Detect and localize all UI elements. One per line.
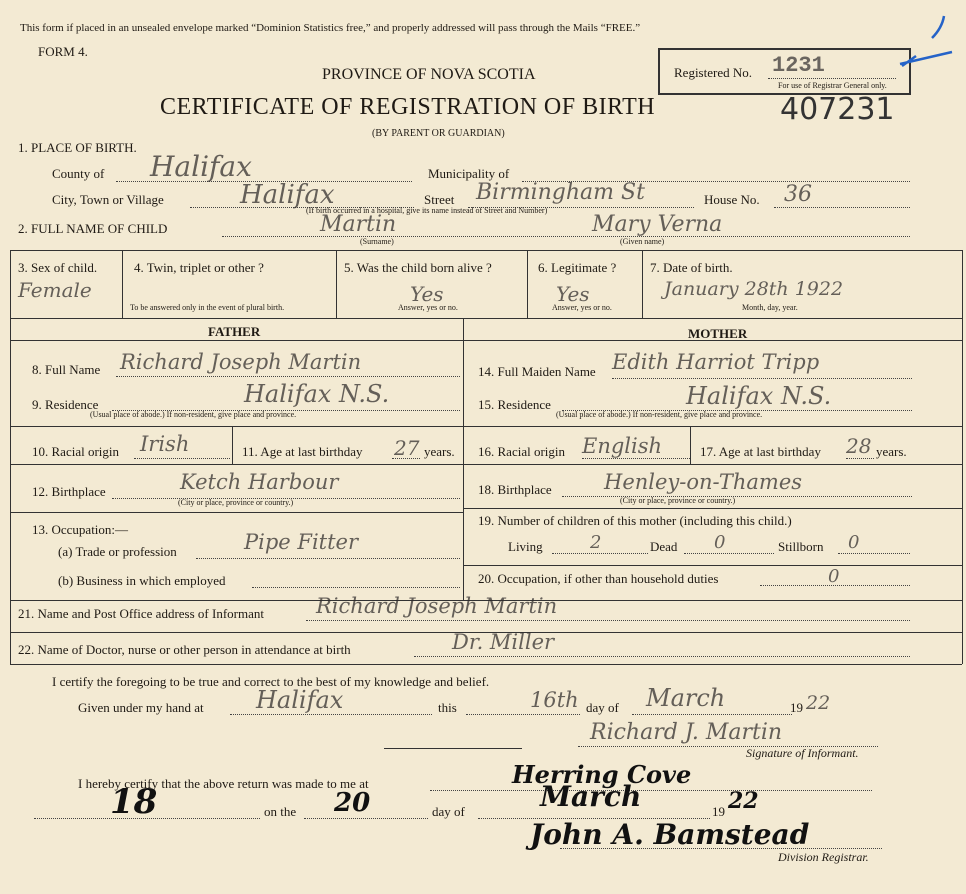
mother-occupation-label: 20. Occupation, if other than household duties <box>478 571 719 586</box>
mother-residence-label: 15. Residence <box>478 397 551 412</box>
father-residence-label: 9. Residence <box>32 397 99 412</box>
father-birthplace-note: (City or place, province or country.) <box>178 498 294 507</box>
mail-note: This form if placed in an unsealed envelope marked “Dominion Statistics free,” and properly addressed will pass through the Mails “FREE.” <box>20 22 641 34</box>
mother-occupation-value: 0 <box>828 566 840 587</box>
twin-label: 4. Twin, triplet or other ? <box>134 260 264 275</box>
given-year-value: 22 <box>806 692 831 714</box>
mother-racial-value: English <box>582 434 663 458</box>
born-alive-note: Answer, yes or no. <box>398 303 458 312</box>
mother-heading: MOTHER <box>688 326 748 341</box>
registrar-year-prefix: 19 <box>712 804 725 819</box>
section-place-of-birth: 1. PLACE OF BIRTH. <box>18 140 137 155</box>
dead-value: 0 <box>714 532 726 553</box>
mother-years-label: years. <box>876 444 907 459</box>
born-alive-label: 5. Was the child born alive ? <box>344 260 492 275</box>
mother-residence-note: (Usual place of abode.) If non-resident, give place and province. <box>556 410 763 419</box>
registrar-use-note: For use of Registrar General only. <box>778 81 887 90</box>
day-of-label: day of <box>586 700 619 715</box>
this-label: this <box>438 700 457 715</box>
born-alive-value: Yes <box>410 282 444 306</box>
mother-name-value: Edith Harriot Tripp <box>612 350 820 374</box>
city-value: Halifax <box>240 180 335 210</box>
hospital-note: (If birth occurred in a hospital, give its name instead of Street and Number) <box>306 206 548 215</box>
registered-number-box <box>658 48 911 95</box>
child-given-name: Mary Verna <box>592 212 723 237</box>
registrar-day-value: 20 <box>334 788 371 818</box>
date-of-birth-label: 7. Date of birth. <box>650 260 733 275</box>
mother-birthplace-value: Henley-on-Thames <box>604 470 803 494</box>
given-name-note: (Given name) <box>620 237 665 246</box>
stillborn-label: Stillborn <box>778 539 824 554</box>
father-name-value: Richard Joseph Martin <box>120 350 362 374</box>
informant-label: 21. Name and Post Office address of Informant <box>18 606 264 621</box>
street-label: Street <box>424 192 455 207</box>
municipality-label: Municipality of <box>428 166 510 181</box>
informant-value: Richard Joseph Martin <box>316 594 558 618</box>
registrar-signature: John A. Bamstead <box>530 818 810 851</box>
father-business-label: (b) Business in which employed <box>58 573 226 588</box>
given-year-prefix: 19 <box>790 700 803 715</box>
living-value: 2 <box>590 532 602 553</box>
father-racial-label: 10. Racial origin <box>32 444 120 459</box>
registrar-place-value: Herring Cove <box>512 760 692 789</box>
twin-note: To be answered only in the event of plural birth. <box>130 303 285 312</box>
county-value: Halifax <box>150 150 252 183</box>
informant-signature: Richard J. Martin <box>590 720 783 745</box>
legitimate-label: 6. Legitimate ? <box>538 260 617 275</box>
father-birthplace-label: 12. Birthplace <box>32 484 106 499</box>
doctor-label: 22. Name of Doctor, nurse or other person in attendance at birth <box>18 642 351 657</box>
given-day-value: 16th <box>530 688 579 712</box>
subtitle: (BY PARENT OR GUARDIAN) <box>372 128 505 139</box>
mother-racial-label: 16. Racial origin <box>478 444 566 459</box>
city-label: City, Town or Village <box>52 192 164 207</box>
on-the-label: on the <box>264 804 297 819</box>
date-of-birth-note: Month, day, year. <box>742 303 798 312</box>
province-heading: PROVINCE OF NOVA SCOTIA <box>322 66 536 83</box>
page-title: CERTIFICATE OF REGISTRATION OF BIRTH <box>160 94 656 120</box>
registrar-month-value: March <box>540 780 642 813</box>
child-surname: Martin <box>320 212 397 237</box>
mother-age-value: 28 <box>846 434 872 458</box>
house-number-label: House No. <box>704 192 760 207</box>
father-occupation-label: 13. Occupation:— <box>32 522 129 537</box>
registrar-signature-label: Division Registrar. <box>778 850 869 864</box>
street-value: Birmingham St <box>476 180 645 205</box>
mother-children-label: 19. Number of children of this mother (including this child.) <box>478 513 792 528</box>
father-birthplace-value: Ketch Harbour <box>180 470 339 494</box>
father-years-label: years. <box>424 444 455 459</box>
father-heading: FATHER <box>208 324 261 339</box>
sex-label: 3. Sex of child. <box>18 260 98 275</box>
mother-age-label: 17. Age at last birthday <box>700 444 821 459</box>
dead-label: Dead <box>650 539 678 554</box>
mother-birthplace-note: (City or place, province or country.) <box>620 496 736 505</box>
father-residence-value: Halifax N.S. <box>244 380 390 408</box>
child-name-label: 2. FULL NAME OF CHILD <box>18 221 168 236</box>
father-racial-value: Irish <box>140 432 190 456</box>
legitimate-note: Answer, yes or no. <box>552 303 612 312</box>
father-residence-note: (Usual place of abode.) If non-resident, give place and province. <box>90 410 297 419</box>
mother-name-label: 14. Full Maiden Name <box>478 364 596 379</box>
house-number-value: 36 <box>784 182 812 207</box>
given-month-value: March <box>646 684 726 712</box>
registrar-number-value: 18 <box>110 782 158 822</box>
form-number: FORM 4. <box>38 44 88 59</box>
registered-label: Registered No. <box>674 65 752 80</box>
father-trade-value: Pipe Fitter <box>244 530 359 554</box>
date-of-birth-value: January 28th 1922 <box>664 278 844 300</box>
registered-value: 1231 <box>772 53 825 78</box>
registrar-year-value: 22 <box>728 788 759 814</box>
certify-statement: I certify the foregoing to be true and correct to the best of my knowledge and belief. <box>52 674 490 689</box>
sex-value: Female <box>18 278 92 302</box>
father-age-value: 27 <box>394 436 420 460</box>
registrar-statement: I hereby certify that the above return was made to me at <box>78 776 369 791</box>
stillborn-value: 0 <box>848 532 860 553</box>
stamp-number: 407231 <box>780 92 895 127</box>
living-label: Living <box>508 539 543 554</box>
legitimate-value: Yes <box>556 282 590 306</box>
registrar-day-of-label: day of <box>432 804 465 819</box>
blue-check-mark <box>896 14 956 74</box>
mother-residence-value: Halifax N.S. <box>686 382 832 410</box>
doctor-value: Dr. Miller <box>452 630 555 654</box>
county-label: County of <box>52 166 105 181</box>
informant-signature-label: Signature of Informant. <box>746 746 859 760</box>
surname-note: (Surname) <box>360 237 394 246</box>
given-under-label: Given under my hand at <box>78 700 204 715</box>
mother-birthplace-label: 18. Birthplace <box>478 482 552 497</box>
father-trade-label: (a) Trade or profession <box>58 544 177 559</box>
father-name-label: 8. Full Name <box>32 362 101 377</box>
given-place-value: Halifax <box>256 686 344 714</box>
father-age-label: 11. Age at last birthday <box>242 444 363 459</box>
